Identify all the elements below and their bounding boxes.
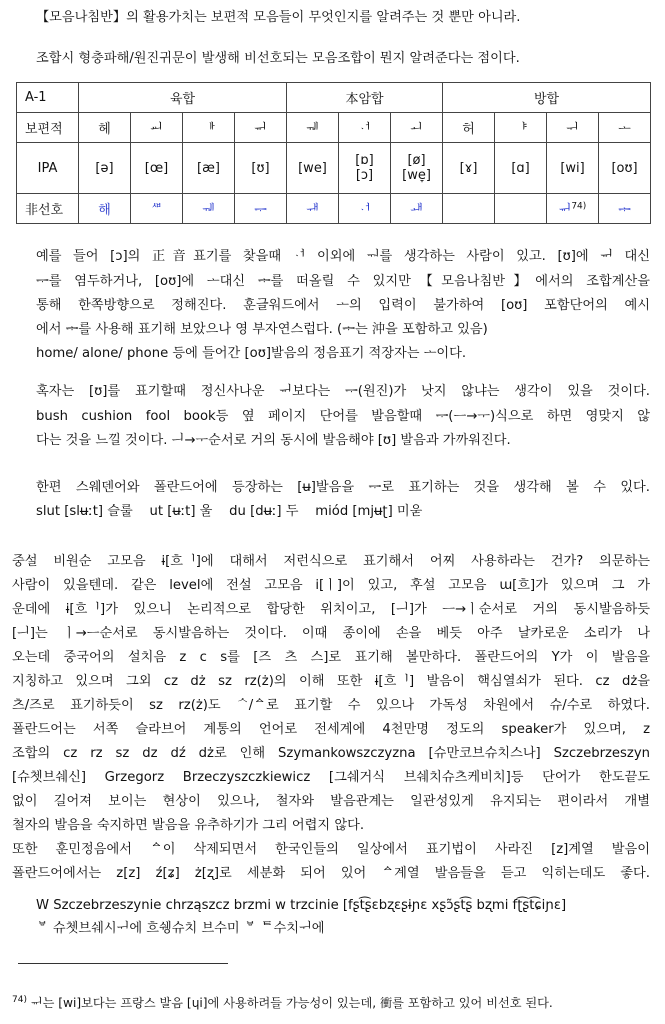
para4-line-5: 오는데 중국어의 설치음 z c s를 [즈 츠 스]로 표기해 볼만하다. 폴란드어의 Y가 이 발음을 <box>12 650 650 665</box>
table-cell <box>443 194 495 224</box>
para4-line-2: 사람이 있을텐데. 같은 level에 전설 고모음 i[ㅣ]이 있고, 후설 고모음 ɯ[흐]가 있으며 그 가 <box>12 578 650 593</box>
para4-line-10: [슈쳇브쉐신] Grzegorz Brzeczyszczkiewicz [그쉐거식 브쉐치슈츠케비치]등 단어가 한도끝도 <box>12 770 650 785</box>
intro-line-1: 【모음나침반】의 활용가치는 보편적 모음들이 무엇인지를 알려주는 것 뿐만 아니라. <box>36 10 521 25</box>
table-cell: ᆕ <box>235 194 287 224</box>
para1-line-2: ᆕ를 염두하거나, [oʊ]에 ᅩ대신 ᆃ를 떠올릴 수 있지만【모음나침반】에서의 조합계산을 <box>36 274 650 289</box>
group-header-banghap: 방합 <box>443 83 651 113</box>
table-cell: ᅬ <box>391 113 443 143</box>
para4-line-11: 없이 길어져 보이는 현상이 있으나, 철자와 발음관계는 일관성있게 유지되는 편이라서 개별 <box>12 794 650 809</box>
cell-text: ᆔ <box>558 203 572 218</box>
para4-line-4: [ᅴ]는 ㅣ→ᅳ순서로 동시발음하는 것이다. 이때 종이에 손을 베듯 아주 날카로운 소리가 나 <box>12 626 650 641</box>
table-cell: ᆟ <box>339 194 391 224</box>
footnote <box>12 994 553 1011</box>
table-header-row <box>17 83 651 113</box>
table-cell-stacked <box>391 143 443 194</box>
table-cell: ᆔ <box>235 113 287 143</box>
ipa-line-2: [ɔ] <box>355 168 374 183</box>
table-cell: ᆘ <box>183 113 235 143</box>
row-label-nonpreferred: 非선호 <box>17 194 79 224</box>
para4-line-8: 폴란드어는 서쪽 슬라브어 계통의 언어로 전세계에 4천만명 정도의 speaker가 있으며, z <box>12 722 650 737</box>
footnote-number: 74) <box>12 994 27 1005</box>
table-cell: ᅣ <box>495 113 547 143</box>
example-line-1: W Szczebrzeszynie chrząszcz brzmi w trzcinie [fʂt͡ʂɛbʐɛʂɨɲɛ xʂɔ̃ʂt͡ʂ bʐmi fʈ͡ʂt͡ɕiɲɛ] <box>36 898 567 913</box>
table-row-standard <box>17 113 651 143</box>
footnote-text: ᆔ는 [wi]보다는 프랑스 발음 [ɥi]에 사용하려들 가능성이 있는데, 衝를 포함하고 있어 비선호 된다. <box>30 996 553 1010</box>
table-name: A-1 <box>17 83 79 113</box>
para2-line-1: 혹자는 [ʊ]를 표기할때 정신사나운 ᆔ보다는 ᆕ(원진)가 낫지 않냐는 생각이 있을 것이다. <box>36 384 650 399</box>
para4-line-1: 중설 비원순 고모음 ɨ[흐ᅵ]에 대해서 저런식으로 표기해서 어찌 사용하라는 건가? 의문하는 <box>12 554 650 569</box>
para2-line-2: bush cushion fool book등 옆 페이지 단어를 발음할때 ᆕ(ᅳ→ᅮ)식으로 하면 영맞지 않 <box>36 409 650 424</box>
para4-line-3: 운데에 ɨ[흐ᅵ]가 있으니 논리적으로 합당한 위치이고, [ᅴ]가 ᅳ→ㅣ순서로 거의 동시발음하듯 <box>12 602 650 617</box>
table-cell: ᆟ <box>339 113 391 143</box>
table-cell: [oʊ] <box>599 143 651 194</box>
intro-line-2: 조합시 형충파해/원진귀문이 발생해 비선호되는 모음조합이 뭔지 알려준다는 점이다. <box>36 51 520 66</box>
para2-line-3: 다는 것을 느낄 것이다. ᅴ→ᅮ순서로 거의 동시에 발음해야 [ʊ] 발음과 가까워진다. <box>36 433 511 448</box>
table-cell: ᆈ <box>131 113 183 143</box>
table-cell <box>495 194 547 224</box>
table-cell: 해 <box>79 194 131 224</box>
para1-line-4: 에서 ᆃ를 사용해 표기해 보았으나 영 부자연스럽다. (ᆃ는 沖을 포함하고 있음) <box>36 322 488 337</box>
table-cell: [ə] <box>79 143 131 194</box>
table-cell: 허 <box>443 113 495 143</box>
table-cell: [œ] <box>131 143 183 194</box>
table-cell: ᆌ <box>287 113 339 143</box>
table-cell: [we] <box>287 143 339 194</box>
row-label-ipa: IPA <box>17 143 79 194</box>
example-line-2: ᄫ 슈쳇브쉐시ᅱ에 흐쉥슈치 브수미 ᄫ ᄐ수치ᅱ에 <box>36 921 325 936</box>
table-row-nonpreferred <box>17 194 651 224</box>
table-cell: [æ] <box>183 143 235 194</box>
table-cell-with-footnote <box>547 194 599 224</box>
ipa-line-2: [we̞] <box>402 168 431 183</box>
row-label-standard: 보편적 <box>17 113 79 143</box>
group-header-yukhap: 육합 <box>79 83 287 113</box>
para1-line-3: 통해 한쪽방향으로 정해진다. 훈글워드에서 ᅩ의 입력이 불가하여 [oʊ] 포함단어의 예시 <box>36 298 650 313</box>
table-cell: ᆊ <box>287 194 339 224</box>
ipa-line-1: [ɒ] <box>355 153 374 168</box>
para4-line-6: 지칭하고 있으며 그외 cz dż sz rz(ż)의 이해 또한 ɨ[흐ᅵ] 발음이 핵심열쇠가 된다. cz dż을 <box>12 674 650 689</box>
group-header-amhap: 本암합 <box>287 83 443 113</box>
table-cell: ᅩ <box>599 113 651 143</box>
table-cell: [ɑ] <box>495 143 547 194</box>
table-cell: [ɤ] <box>443 143 495 194</box>
para1-line-1: 예를 들어 [ɔ]의 正音표기를 찾을때 ᆟ 이외에 ᅯ를 생각하는 사람이 있고. [ʊ]에 ᆔ 대신 <box>36 249 650 264</box>
footnote-separator <box>18 963 228 964</box>
table-cell: ᅱ <box>547 113 599 143</box>
para4-line-13: 또한 훈민정음에서 ᅀ이 삭제되면서 한국인들의 일상에서 표기법이 사라진 [z]계열 발음이 <box>12 842 650 857</box>
table-row-ipa <box>17 143 651 194</box>
table-cell: ᅫ <box>391 194 443 224</box>
table-cell: [ʊ] <box>235 143 287 194</box>
para4-line-12: 철자의 발음을 숙지하면 발음을 유추하기가 그리 어렵지 않다. <box>12 818 365 833</box>
para3-line-2: slut [slʉːt] 슬룰 ut [ʉːt] 울 du [dʉː] 두 miód [mjʉʈ] 미욷 <box>36 504 423 519</box>
para4-line-9: 조합의 cz rz sz dz dź dż로 인해 Szymankowszczyzna [슈만코브슈치스나] Szczebrzeszyn <box>12 746 650 761</box>
table-cell-stacked <box>339 143 391 194</box>
para3-line-1: 한편 스웨덴어와 폴란드어에 등장하는 [ʉ]발음을 ᆕ로 표기하는 것을 생각해 볼 수 있다. <box>36 480 650 495</box>
table-cell: [wi] <box>547 143 599 194</box>
vowel-table-a1 <box>16 82 651 224</box>
para4-line-14: 폴란드어에서는 z[z] ź[ʑ] ż[ʐ]로 세분화 되어 있어 ᅀ계열 발음들을 듣고 익히는데도 좋다. <box>12 866 650 881</box>
para1-line-5: home/ alone/ phone 등에 들어간 [oʊ]발음의 정음표기 적장자는 ᅩ이다. <box>36 346 467 361</box>
footnote-ref: 74) <box>571 201 587 212</box>
table-cell: ᆃ <box>599 194 651 224</box>
table-cell: 헤 <box>79 113 131 143</box>
ipa-line-1: [ø] <box>407 153 426 168</box>
para4-line-7: 츠/즈로 표기하듯이 sz rz(ż)도 ᄾ/ᅀ로 표기할 수 있으나 가독성 차원에서 슈/수로 하였다. <box>12 698 650 713</box>
table-cell: ᄲ <box>131 194 183 224</box>
table-cell: ᆌ <box>183 194 235 224</box>
